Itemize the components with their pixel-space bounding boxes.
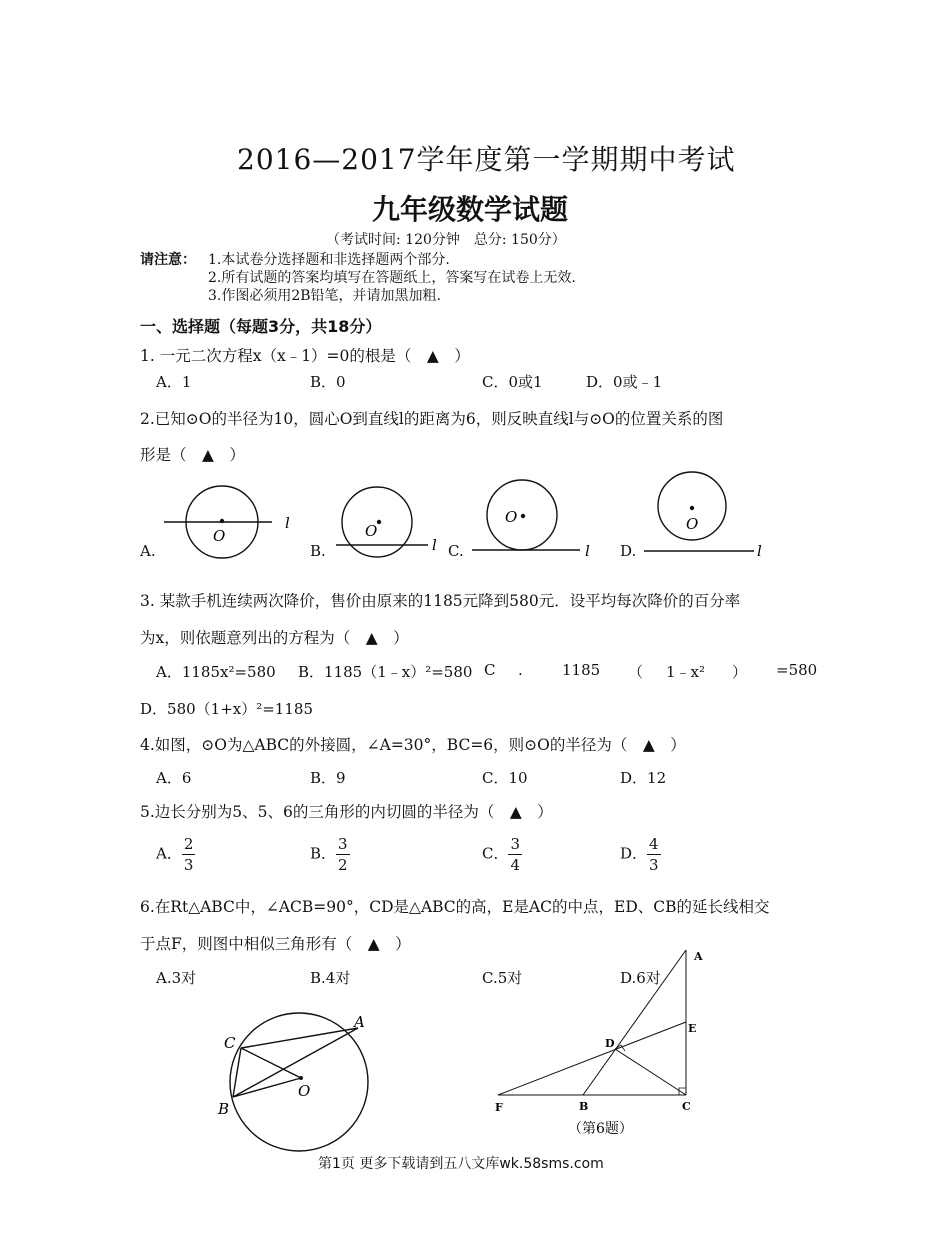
point-o-label: O	[298, 1082, 311, 1100]
q3-option-c-letter: C	[484, 661, 496, 679]
line-l-label: l	[432, 536, 437, 554]
question-2-stem-cont: 形是（ ▲ ）	[140, 446, 245, 464]
q2-figure-d	[644, 472, 762, 560]
q3-option-c-dot: .	[518, 661, 523, 679]
line-l-label: l	[585, 542, 590, 560]
q5-option-c: C． $\frac{3}{4}$	[482, 835, 521, 874]
q1-option-a: A．1	[156, 373, 192, 391]
q4-circle-figure	[210, 1010, 380, 1160]
figure-caption: （第6题）	[568, 1121, 633, 1137]
point-b-label: B	[579, 1100, 589, 1113]
q6-option-b: B.4对	[310, 969, 351, 987]
q6-option-c: C.5对	[482, 969, 523, 987]
point-a-label: A	[694, 950, 703, 963]
q2-option-c: C.	[448, 542, 464, 560]
notice-item: 2.所有试题的答案均填写在答题纸上，答案写在试卷上无效.	[208, 270, 576, 286]
center-o-label: O	[505, 508, 518, 526]
q1-option-b: B．0	[310, 373, 346, 391]
q2-option-b: B.	[310, 542, 326, 560]
q4-option-a: A．6	[156, 769, 192, 787]
point-c-label: C	[224, 1034, 236, 1052]
notice-item: 3.作图必须用2B铅笔，并请加黑加粗.	[208, 288, 442, 304]
question-1-stem: 1. 一元二次方程x（x﹣1）=0的根是（ ▲ ）	[140, 347, 470, 365]
q3-option-c-term: 1﹣x²	[666, 663, 706, 681]
q5-option-b: B． $\frac{3}{2}$	[310, 835, 348, 874]
exam-subtitle: 九年级数学试题	[372, 193, 569, 226]
section-title: 一、选择题（每题3分，共18分）	[140, 317, 382, 336]
center-o-label: O	[686, 515, 699, 533]
notice-label: 请注意：	[140, 252, 196, 268]
question-6-stem-cont: 于点F，则图中相似三角形有（ ▲ ）	[140, 935, 411, 953]
q4-option-d: D．12	[620, 769, 667, 787]
q6-option-d: D.6对	[620, 969, 661, 987]
point-c-label: C	[682, 1100, 691, 1113]
q4-option-b: B．9	[310, 769, 346, 787]
question-4-stem: 4.如图，⊙O为△ABC的外接圆，∠A=30°，BC=6，则⊙O的半径为（ ▲ ）	[140, 736, 686, 754]
question-3-stem: 3. 某款手机连续两次降价，售价由原来的1185元降到580元．设平均每次降价的百分率	[140, 592, 741, 610]
q3-option-c-rhs: =580	[776, 661, 818, 679]
center-o-label: O	[365, 522, 378, 540]
question-6-stem: 6.在Rt△ABC中，∠ACB=90°，CD是△ABC的高，E是AC的中点，ED、CB的延长线相交	[140, 898, 770, 916]
q2-figure-a	[164, 486, 290, 558]
exam-info: （考试时间: 120分钟 总分: 150分）	[326, 232, 566, 248]
q2-figure-b	[336, 487, 437, 557]
point-b-label: B	[218, 1100, 230, 1118]
q6-triangle-figure	[488, 942, 718, 1142]
point-f-label: F	[495, 1101, 503, 1114]
question-2-stem: 2.已知⊙O的半径为10，圆心O到直线l的距离为6，则反映直线l与⊙O的位置关系的图	[140, 410, 724, 428]
q6-option-a: A.3对	[156, 969, 197, 987]
q2-option-d: D.	[620, 542, 637, 560]
point-e-label: E	[688, 1022, 697, 1035]
q4-option-c: C．10	[482, 769, 528, 787]
question-5-stem: 5.边长分别为5、5、6的三角形的内切圆的半径为（ ▲ ）	[140, 803, 553, 821]
q3-option-c-num: 1185	[562, 661, 601, 679]
question-3-stem-cont: 为x，则依题意列出的方程为（ ▲ ）	[140, 629, 409, 647]
q1-option-d: D．0或﹣1	[586, 373, 663, 391]
center-o-label: O	[213, 527, 226, 545]
notice-item: 1.本试卷分选择题和非选择题两个部分.	[208, 252, 450, 268]
point-d-label: D	[605, 1037, 615, 1050]
q3-option-d: D．580（1+x）²=1185	[140, 700, 313, 718]
q3-option-b: B．1185（1﹣x）²=580	[298, 663, 473, 681]
point-a-label: A	[354, 1013, 365, 1031]
exam-title: 2016—2017学年度第一学期期中考试	[237, 143, 736, 176]
line-l-label: l	[757, 542, 762, 560]
q1-option-c: C．0或1	[482, 373, 543, 391]
q3-option-c-lparen: （	[628, 663, 644, 681]
q5-option-a: A． $\frac{2}{3}$	[156, 835, 194, 874]
q2-figure-c	[472, 480, 590, 560]
q5-option-d: D． $\frac{4}{3}$	[620, 835, 659, 874]
line-l-label: l	[285, 514, 290, 532]
page-footer: 第1页 更多下载请到五八文库wk.58sms.com	[318, 1156, 604, 1172]
q3-option-c-rparen: ）	[732, 663, 748, 681]
q2-option-a: A.	[140, 542, 156, 560]
q3-option-a: A．1185x²=580	[156, 663, 276, 681]
